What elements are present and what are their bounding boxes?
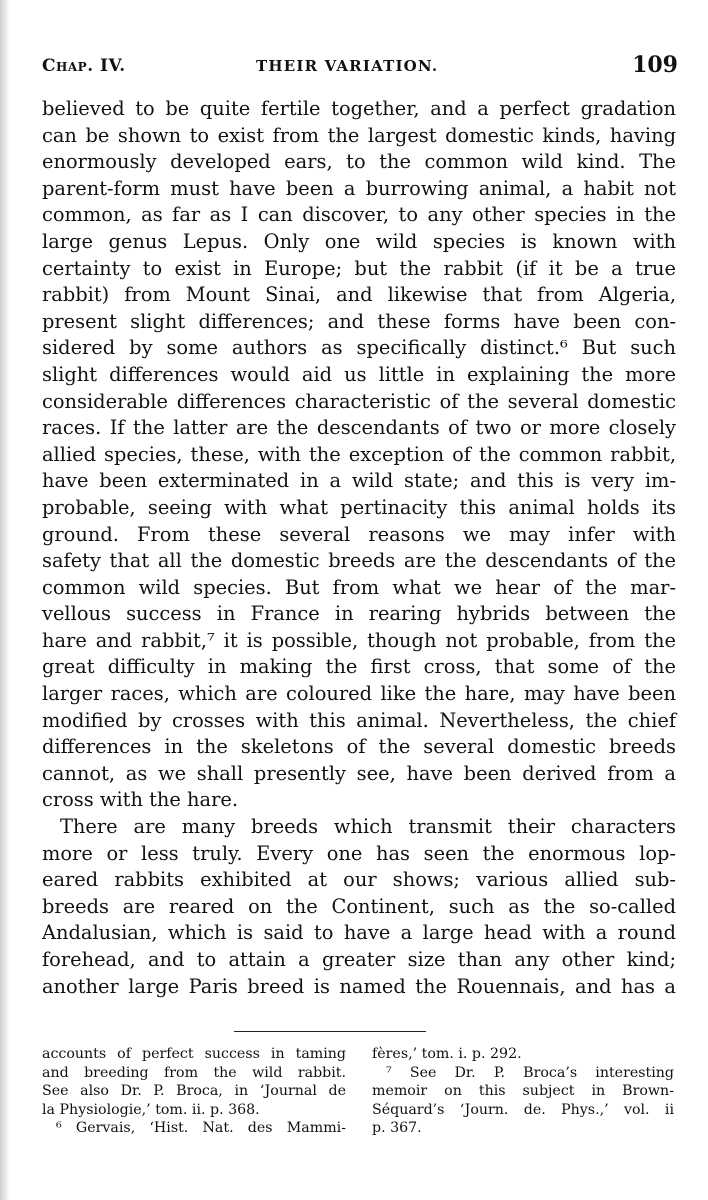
text-line: common, as far as I can discover, to any other species in the [42,203,676,227]
text-line: more or less truly. Every one has seen the enormous lop- [42,841,676,865]
text-line: Andalusian, which is said to have a large head with a round [42,921,676,945]
text-line: races. If the latter are the descendants of two or more closely [42,416,676,440]
text-line: sidered by some authors as specifically distinct.⁶ But such [42,336,676,360]
text-line: eared rabbits exhibited at our shows; various allied sub- [42,868,676,892]
page-number: 109 [632,52,678,78]
footnote-line: memoir on this subject in Brown- [372,1083,674,1100]
paragraph-end-line: cross with the hare. [42,788,238,812]
footnote-rule [234,1031,426,1032]
footnote-line: and breeding from the wild rabbit. [42,1064,346,1081]
text-line: present slight differences; and these forms have been con- [42,309,676,333]
footnote-6-line: ⁶ Gervais, ‘Hist. Nat. des Mammi- [56,1120,346,1137]
footnote-line: Séquard’s ‘Journ. de. Phys.,’ vol. ii [372,1101,674,1118]
text-line: parent-form must have been a burrowing animal, a habit not [42,176,676,200]
text-line: vellous success in France in rearing hybrids between the [42,602,676,626]
text-line: cannot, as we shall presently see, have been derived from a [42,761,676,785]
text-line: rabbit) from Mount Sinai, and likewise that from Algeria, [42,283,676,307]
text-line: great difficulty in making the first cross, that some of the [42,655,676,679]
footnote-line: la Physiologie,’ tom. ii. p. 368. [42,1101,260,1118]
text-line: common wild species. But from what we hear of the mar- [42,575,676,599]
text-line: have been exterminated in a wild state; and this is very im- [42,469,676,493]
footnote-line: p. 367. [372,1120,422,1137]
text-line: allied species, these, with the exception of the common rabbit, [42,442,676,466]
text-line: modified by crosses with this animal. Nevertheless, the chief [42,708,676,732]
footnote-line: accounts of perfect success in taming [42,1046,346,1062]
footnote-line: See also Dr. P. Broca, in ‘Journal de [42,1083,346,1100]
text-line: safety that all the domestic breeds are the descendants of the [42,549,676,573]
text-line: hare and rabbit,⁷ it is possible, though not probable, from the [42,628,676,652]
footnote-line: fères,’ tom. i. p. 292. [372,1046,522,1062]
footnote-7-line: ⁷ See Dr. P. Broca’s interesting [386,1064,674,1081]
text-line: can be shown to exist from the largest domestic kinds, having [42,123,676,147]
text-line: probable, seeing with what pertinacity this animal holds its [42,495,676,519]
text-line: differences in the skeletons of the several domestic breeds [42,735,676,759]
text-line: large genus Lepus. Only one wild species is known with [42,229,676,253]
footnotes-right-column [372,1045,674,1138]
text-line: slight differences would aid us little in explaining the more [42,362,676,386]
running-title: THEIR VARIATION. [256,57,439,75]
text-line: certainty to exist in Europe; but the rabbit (if it be a true [42,256,676,280]
chapter-label: Chap. IV. [42,56,126,76]
text-line: breeds are reared on the Continent, such as the so-called [42,894,676,918]
body-text [42,96,676,1000]
running-header [42,52,682,82]
text-line: enormously developed ears, to the common wild kind. The [42,150,676,174]
text-line: forehead, and to attain a greater size than any other kind; [42,948,676,971]
text-line: another large Paris breed is named the Rouennais, and has a [42,974,676,998]
footnotes-left-column [42,1045,346,1138]
text-line: considerable differences characteristic of the several domestic [42,389,676,413]
page-gutter-shadow [0,0,10,1200]
text-line: believed to be quite fertile together, and a perfect gradation [42,97,676,120]
paragraph-start-line: There are many breeds which transmit their characters [60,815,676,839]
text-line: ground. From these several reasons we may infer with [42,522,676,546]
text-line: larger races, which are coloured like the hare, may have been [42,682,676,706]
